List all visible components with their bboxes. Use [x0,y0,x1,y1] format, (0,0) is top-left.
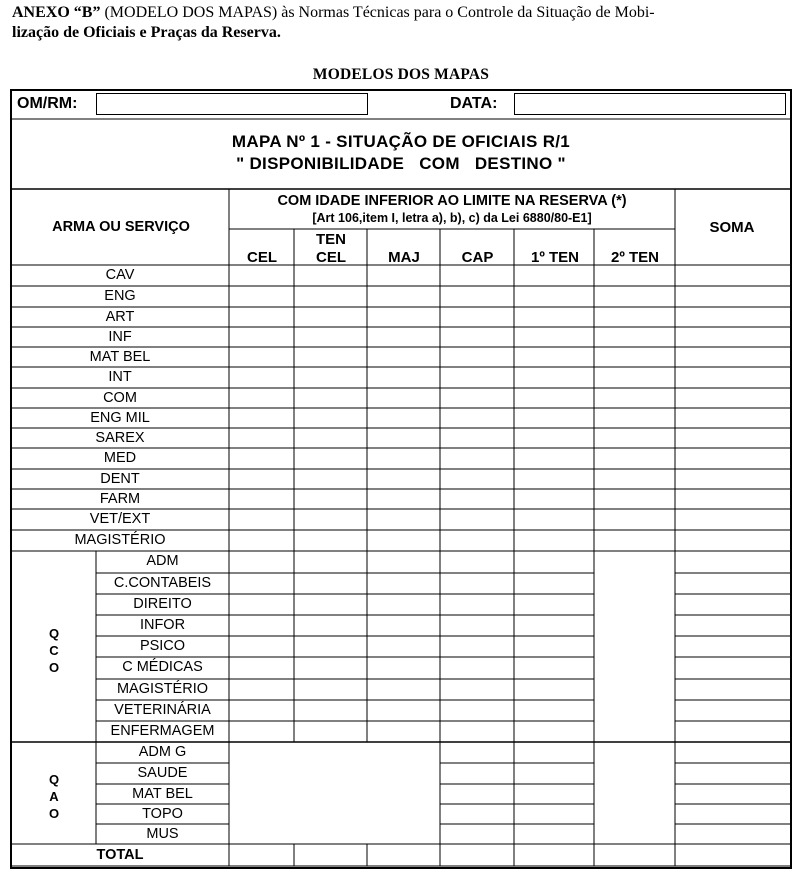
qco-group-label: Q C O [48,626,60,675]
sum-header: SOMA [709,219,755,236]
arm-row-label: ART [105,309,135,325]
arm-row-label: MED [103,450,137,466]
qao-row-label: MAT BEL [132,786,193,802]
qco-row-label: MAGISTÉRIO [116,681,209,697]
qao-row-label: SAUDE [137,765,188,781]
qao-row-label: ADM G [138,744,187,760]
date-label: DATA: [450,95,498,112]
map-title-line-2: " DISPONIBILIDADE COM DESTINO " [236,154,566,173]
qco-row-label: DIREITO [133,596,192,612]
arm-row-label: COM [103,390,137,406]
arm-row-label: INF [108,329,132,345]
qao-group-label: Q A O [48,772,60,821]
qco-row-label: ENFERMAGEM [110,723,215,739]
arm-row-label: MAT BEL [89,349,151,365]
rank-ten-cel-top: TEN [316,231,346,248]
arm-row-label: SAREX [95,430,145,446]
total-label: TOTAL [96,847,144,863]
arm-row-label: VET/EXT [89,511,151,527]
qao-row-label: MUS [146,826,179,842]
document-title: MODELOS DOS MAPAS [312,66,490,83]
rank-cel: CEL [247,249,277,266]
intro-line-1: (MODELO DOS MAPAS) às Normas Técnicas para o Controle da Situação de Mobi- [100,4,655,21]
qco-row-label: PSICO [139,638,186,654]
qao-row-label: TOPO [142,806,183,822]
arm-row-label: FARM [99,491,141,507]
annex-reference: ANEXO “B” [12,4,101,21]
rank-cap: CAP [461,249,494,266]
arm-row-label: CAV [105,267,135,283]
arm-row-label: ENG MIL [90,410,150,426]
rank-1-ten: 1º TEN [531,249,579,266]
group-header-legal-ref: [Art 106,item I, letra a), b), c) da Lei 6880/80-E1] [312,211,592,225]
intro-line-2: lização de Oficiais e Praças da Reserva. [12,24,281,41]
arm-row-label: MAGISTÉRIO [74,532,166,548]
qco-row-label: ADM [146,553,179,569]
qco-row-label: INFOR [139,617,186,633]
qco-row-label: VETERINÁRIA [114,702,211,718]
arm-header: ARMA OU SERVIÇO [52,219,190,235]
qco-row-label: C MÉDICAS [122,659,203,675]
qco-row-label: C.CONTABEIS [113,575,212,591]
arm-row-label: ENG [104,288,136,304]
group-header: COM IDADE INFERIOR AO LIMITE NA RESERVA (*) [277,193,627,209]
arm-row-label: INT [108,369,132,385]
rank-ten-cel-bottom: CEL [316,249,346,266]
arm-row-label: DENT [100,471,140,487]
om-rm-label: OM/RM: [17,95,78,112]
map-title-line-1: MAPA Nº 1 - SITUAÇÃO DE OFICIAIS R/1 [231,132,571,151]
rank-2-ten: 2º TEN [611,249,659,266]
rank-maj: MAJ [388,249,420,266]
